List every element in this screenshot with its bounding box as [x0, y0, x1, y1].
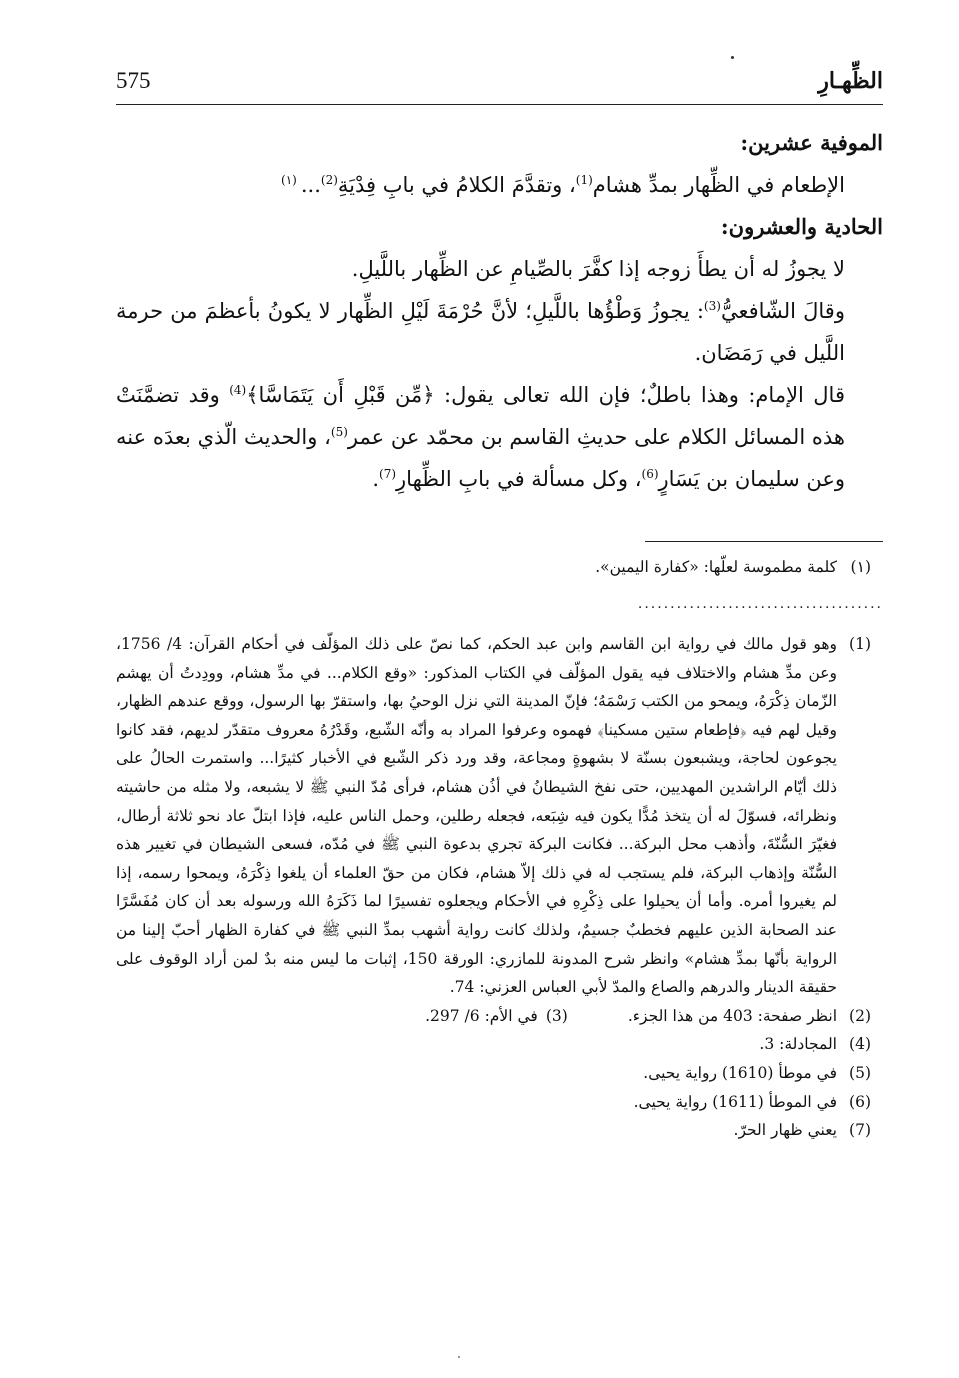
heading-twentieth: الموفية عشرين:: [740, 130, 883, 155]
footnote-item: [116, 1088, 883, 1117]
footnote-number: (2): [849, 1006, 871, 1025]
footnote-ref: (6): [641, 467, 659, 481]
footnote-item: [116, 630, 883, 1002]
speck-mark: [458, 1356, 460, 1358]
paragraph-twenty-first-b: [116, 290, 883, 374]
footnote-ref: (7): [379, 467, 397, 481]
footnote-ref: (3): [703, 299, 721, 313]
footnote-ref: (١): [281, 173, 297, 187]
footnote-number: (7): [849, 1121, 871, 1140]
paragraph-twentieth: [116, 164, 883, 206]
footnote-number: (6): [849, 1092, 871, 1111]
footnote-text: المجادلة: 3.: [759, 1035, 837, 1054]
running-title: الظِّهـارِ: [818, 68, 883, 94]
text-run: وقالَ الشّافعيُّ: [720, 299, 845, 323]
footnote-ref: (4): [229, 383, 247, 397]
footnote-ref: (1): [575, 173, 593, 187]
text-run: : يجوزُ وَطْؤُها باللَّيلِ؛ لأنَّ حُرْمَةَ لَيْلِ الظِّهار لا يكونُ بأعظمَ من حرمة اللَّيل في رَمَضَان.: [116, 299, 845, 365]
footnote-item: [116, 1116, 883, 1145]
footnote-text: انظر صفحة: 403 من هذا الجزء.: [627, 1006, 837, 1025]
text-run: وقد تضمَّنَتْ هذه المسائل الكلام على حديثِ القاسم بن محمّد عن عمر: [116, 383, 845, 449]
footnote-text: في موطأ (1610) رواية يحيى.: [643, 1063, 837, 1082]
text-run: ، وكل مسألة في بابِ الظِّهارِ: [396, 467, 642, 491]
footnote-number: (1): [849, 635, 871, 653]
text-run: قال الإمام: وهذا باطلٌ؛ فإن الله تعالى يقول: ﴿مِّن قَبْلِ أَن يَتَمَاسَّا﴾: [246, 383, 845, 407]
footnote-item: [116, 1030, 883, 1059]
speck-mark: [731, 56, 734, 59]
footnote-text: وهو قول مالك في رواية ابن القاسم وابن عبد الحكم، كما نصّ على ذلك المؤلّف في أحكام القرآن: 4/ 1756، وعن مدِّ هشام والاختلاف فيه يقول المؤلّف في الكتاب المذكور: «وقع الكلام... في مدِّ هشام، وودِدتُ أن يهشم الزّمان ذِكْرَهُ، ويمحو من الكتب رَسْمَهُ؛ فإنّ المدينة التي نزل الوحيُ بها، واستقرّ بها الرسول، ووقع عندهم الظهار، وقيل لهم فيه ﴿فإطعام ستين مسكينا﴾ فهموه وعرفوا المراد به وأنّه الشّبع، وقَدْرُهُ معروف متقدّر لديهم، فقد كانوا يجوعون لحاجة، ويشبعون بسنّة لا بشهوةٍ ومجاعة، وقد ورد ذكر الشّبع في الأخبار كثيرًا... واستمرت الحالُ على ذلك أيّام الراشدين المهديين، حتى نفخ الشيطانُ في أذُن هشام، فرأى مُدّ النبي ﷺ لا يشبعه، ولا مثله من حاشيته ونظرائه، فسوّلَ له أن يتخذ مُدًّا يكون فيه شِبَعه، فجعله رطلين، وحمل الناس عليه، فإذا ابتلّ عاد نحو ثلاثة أرطال، فغيّرَ السُّنّةَ، وأذهب محل البركة... فكانت البركة تجري بدعوة النبي ﷺ في مُدّه، فسعى الشيطان في تغيير هذه السُّنّة وإذهاب البركة، فلم يستجب له في ذلك إلاّ هشام، فكان من حقّ العلماء أن يلغوا ذِكْرَهُ، ويمحوا رسمه، إذا لم يغيروا أمره. وأما أن يحيلوا على ذِكْرِهِ في الأحكام ويجعلوه تفسيرًا لما ذَكَرَهُ الله ورسوله بعد أن كان مُفَسَّرًا عند الصحابة الذين عليهم فخطبٌ جسيمٌ، ولذلك كانت رواية أشهب بمدِّ النبي ﷺ في كفارة الظهار أحبّ إلينا من الرواية بأنّها بمدِّ هشام» وانظر شرح المدونة للمازري: الورقة 150، إثبات ما ليس منه بدٌ لمن أراد الوقوف على حقيقة الدينار والدرهم والصاع والمدّ لأبي العباس العزني: 74.: [116, 635, 837, 997]
running-header: [116, 60, 883, 105]
editor-footnotes: [116, 553, 883, 582]
footnote-text: في الموطأ (1611) رواية يحيى.: [633, 1092, 837, 1111]
text-run: .: [372, 467, 380, 491]
footnote-text: كلمة مطموسة لعلّها: «كفارة اليمين».: [595, 558, 837, 576]
footnote-number: (4): [849, 1035, 871, 1054]
footnote-ref: (2): [320, 173, 338, 187]
text-run: ...: [300, 173, 321, 197]
heading-twenty-first: الحادية والعشرون:: [720, 214, 883, 239]
text-run: ، وتقدَّمَ الكلامُ في بابِ فِدْيَةِ: [337, 173, 576, 197]
text-run: ، والحديث الّذي بعدَه عنه وعن سليمان بن يَسَارٍ: [116, 425, 845, 491]
footnote-ref: (5): [330, 425, 348, 439]
paragraph-twenty-first-a: لا يجوزُ له أن يطأَ زوجه إذا كفَّرَ بالصِّيامِ عن الظِّهار باللَّيلِ.: [351, 257, 845, 281]
page-number: 575: [116, 68, 151, 93]
footnote-pair: [425, 1002, 837, 1031]
footnote-number: (5): [849, 1063, 871, 1082]
paragraph-imam: [116, 374, 883, 500]
footnotes: [116, 630, 883, 1145]
text-run: الإطعام في الظِّهار بمدِّ هشام: [592, 173, 845, 197]
footnote-text: يعني ظهار الحرّ.: [733, 1121, 837, 1140]
main-text: [116, 122, 883, 500]
footnote-number: (١): [850, 558, 871, 576]
footnote-text: في الأم: 6/ 297.: [425, 1006, 538, 1025]
footnote-divider: [645, 541, 883, 542]
footnote-item: [116, 1059, 883, 1088]
footnote-number: (3): [545, 1006, 568, 1025]
footnote-item: [116, 553, 883, 582]
dotted-separator: ......................................: [637, 598, 883, 610]
footnote-item: [116, 1002, 883, 1031]
